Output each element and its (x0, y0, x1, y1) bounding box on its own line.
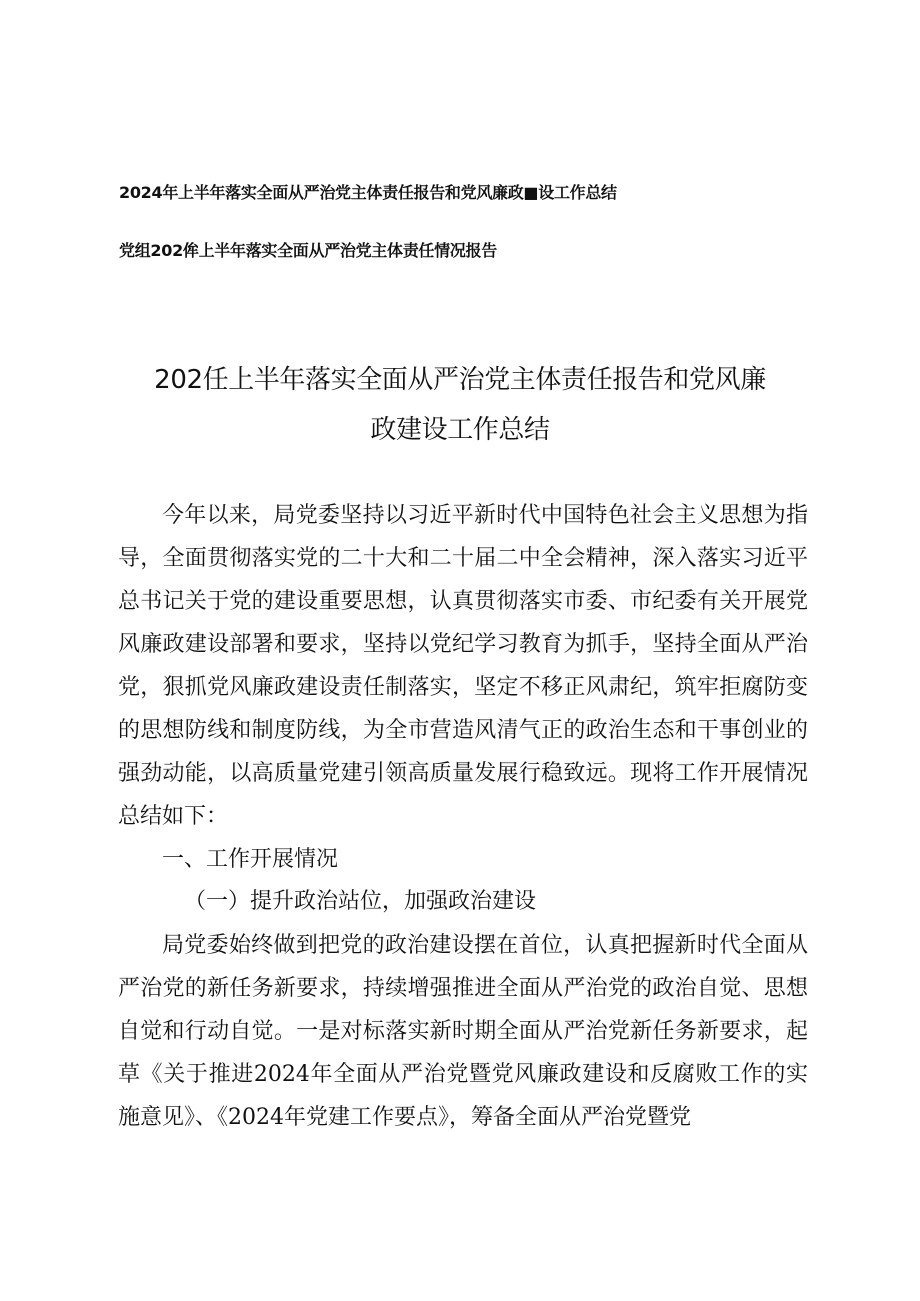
toc-entry-1: 2024年上半年落实全面从严治党主体责任报告和党风廉政■设工作总结 (119, 183, 617, 202)
body-paragraph: 局党委始终做到把党的政治建设摆在首位，认真把握新时代全面从严治党的新任务新要求，持续增强推进全面从严治党的政治自觉、思想自觉和行动自觉。一是对标落实新时期全面从严治党新任务新要求，起草《关于推进2024年全面从严治党暨党风廉政建设和反腐败工作的实施意见》、《2024年党建工作要点》，筹备全面从严治党暨党 (118, 933, 808, 1130)
section-heading: 一、工作开展情况 (162, 847, 339, 872)
intro-paragraph: 今年以来，局党委坚持以习近平新时代中国特色社会主义思想为指导，全面贯彻落实党的二十大和二十届二中全会精神，深入落实习近平总书记关于党的建设重要思想，认真贯彻落实市委、市纪委有关开展党风廉政建设部署和要求，坚持以党纪学习教育为抓手，坚持全面从严治党，狠抓党风廉政建设责任制落实，坚定不移正风肃纪，筑牢拒腐防变的思想防线和制度防线，为全市营造风清气正的政治生态和干事创业的强劲动能，以高质量党建引领高质量发展行稳致远。现将工作开展情况总结如下： (118, 503, 808, 829)
document-title-line-2: 政建设工作总结 (370, 415, 550, 445)
toc-entry-2: 党组202侔上半年落实全面从严治党主体责任情况报告 (119, 241, 497, 260)
subsection-heading: （一）提升政治站位，加强政治建设 (184, 889, 537, 914)
document-title-line-1: 202任上半年落实全面从严治党主体责任报告和党风廉 (154, 365, 766, 395)
